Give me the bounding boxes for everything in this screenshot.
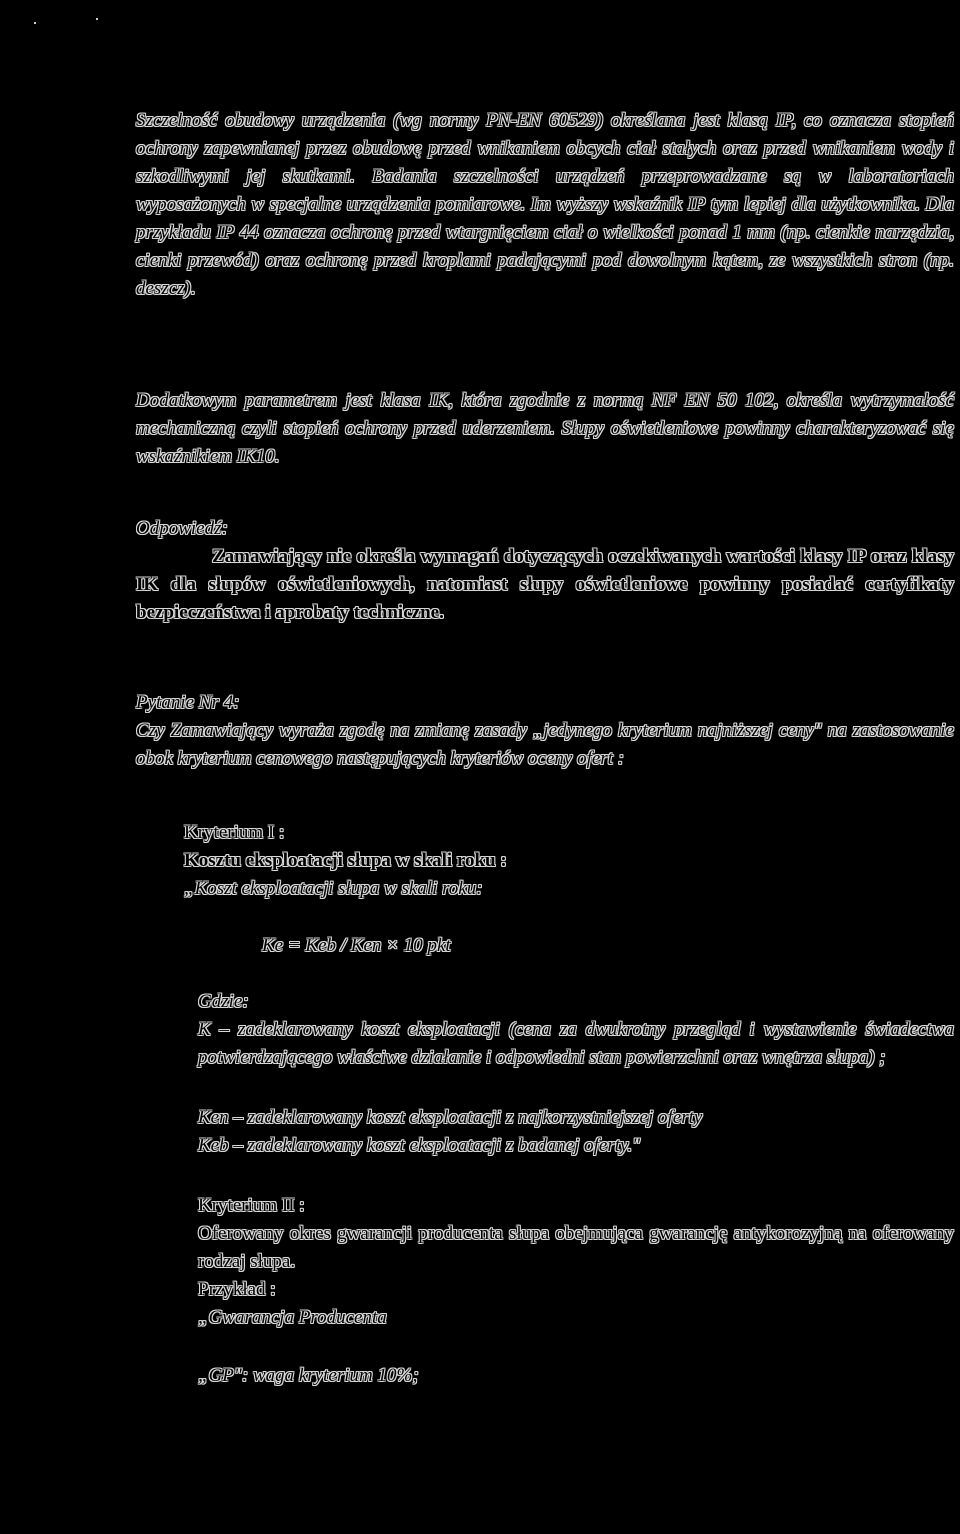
scan-speck: [96, 18, 98, 20]
question-label: Pytanie Nr 4:: [136, 692, 240, 713]
warranty-weight: „GP": waga kryterium 10%;: [198, 1365, 419, 1386]
scan-speck: [34, 22, 36, 24]
answer-text: Zamawiający nie określa wymagań dotyczących oczekiwanych wartości klasy IP oraz klasy IK dla słupów oświetleniowych, natomiast słupy oświetleniowe powinny posiadać certyfikaty bezpieczeństwa i aprobaty techniczne.: [136, 546, 954, 623]
example-label: Przykład :: [198, 1279, 276, 1300]
answer-label: Odpowiedź:: [136, 518, 228, 539]
paragraph-ik-class: Dodatkowym parametrem jest klasa IK, która zgodnie z normą NF EN 50 102, określa wytrzymałość mechaniczną czyli stopień ochrony przed uderzeniem. Słupy oświetleniowe powinny charakteryzować się wskaźnikiem IK10.: [136, 390, 954, 467]
where-label: Gdzie:: [198, 991, 249, 1012]
criterion-2-title: Kryterium II :: [198, 1195, 305, 1216]
cost-formula: Ke = Keb / Ken × 10 pkt: [262, 935, 451, 956]
criterion-1-title: Kryterium I :: [184, 822, 285, 843]
definition-ken: Ken – zadeklarowany koszt eksploatacji z najkorzystniejszej oferty: [198, 1107, 703, 1128]
question-text: Czy Zamawiający wyraża zgodę na zmianę zasady „jedynego kryterium najniższej ceny" na zastosowanie obok kryterium cenowego następujących kryteriów oceny ofert :: [136, 720, 954, 769]
definition-keb: Keb – zadeklarowany koszt eksploatacji z badanej oferty.": [198, 1135, 641, 1156]
criterion-1-quote: „Koszt eksploatacji słupa w skali roku:: [184, 878, 483, 899]
criterion-2-text: Oferowany okres gwarancji producenta słupa obejmująca gwarancję antykorozyjną na oferowany rodzaj słupa.: [198, 1223, 954, 1272]
definition-k: K – zadeklarowany koszt eksploatacji (cena za dwukrotny przegląd i wystawienie świadectwa potwierdzającego właściwe działanie i odpowiedni stan powierzchni oraz wnętrza słupa) ;: [198, 1019, 954, 1068]
paragraph-ip-class: Szczelność obudowy urządzenia (wg normy PN-EN 60529) określana jest klasą IP, co oznacza stopień ochrony zapewnianej przez obudowę przed wnikaniem obcych ciał stałych oraz przed wnikaniem wody i szkodliwymi jej skutkami. Badania szczelności urządzeń przeprowadzane są w laboratoriach wyposażonych w specjalne urządzenia pomiarowe. Im wyższy wskaźnik IP tym lepiej dla użytkownika. Dla przykładu IP 44 oznacza ochronę przed wtargnięciem ciał o wielkości ponad 1 mm (np. cienkie narzędzia, cienki przewód) oraz ochronę przed kroplami padającymi pod dowolnym kątem, ze wszystkich stron (np. deszcz).: [136, 110, 954, 299]
warranty-quote: „Gwarancja Producenta: [198, 1307, 387, 1328]
criterion-1-subtitle: Kosztu eksploatacji słupa w skali roku :: [184, 850, 507, 871]
